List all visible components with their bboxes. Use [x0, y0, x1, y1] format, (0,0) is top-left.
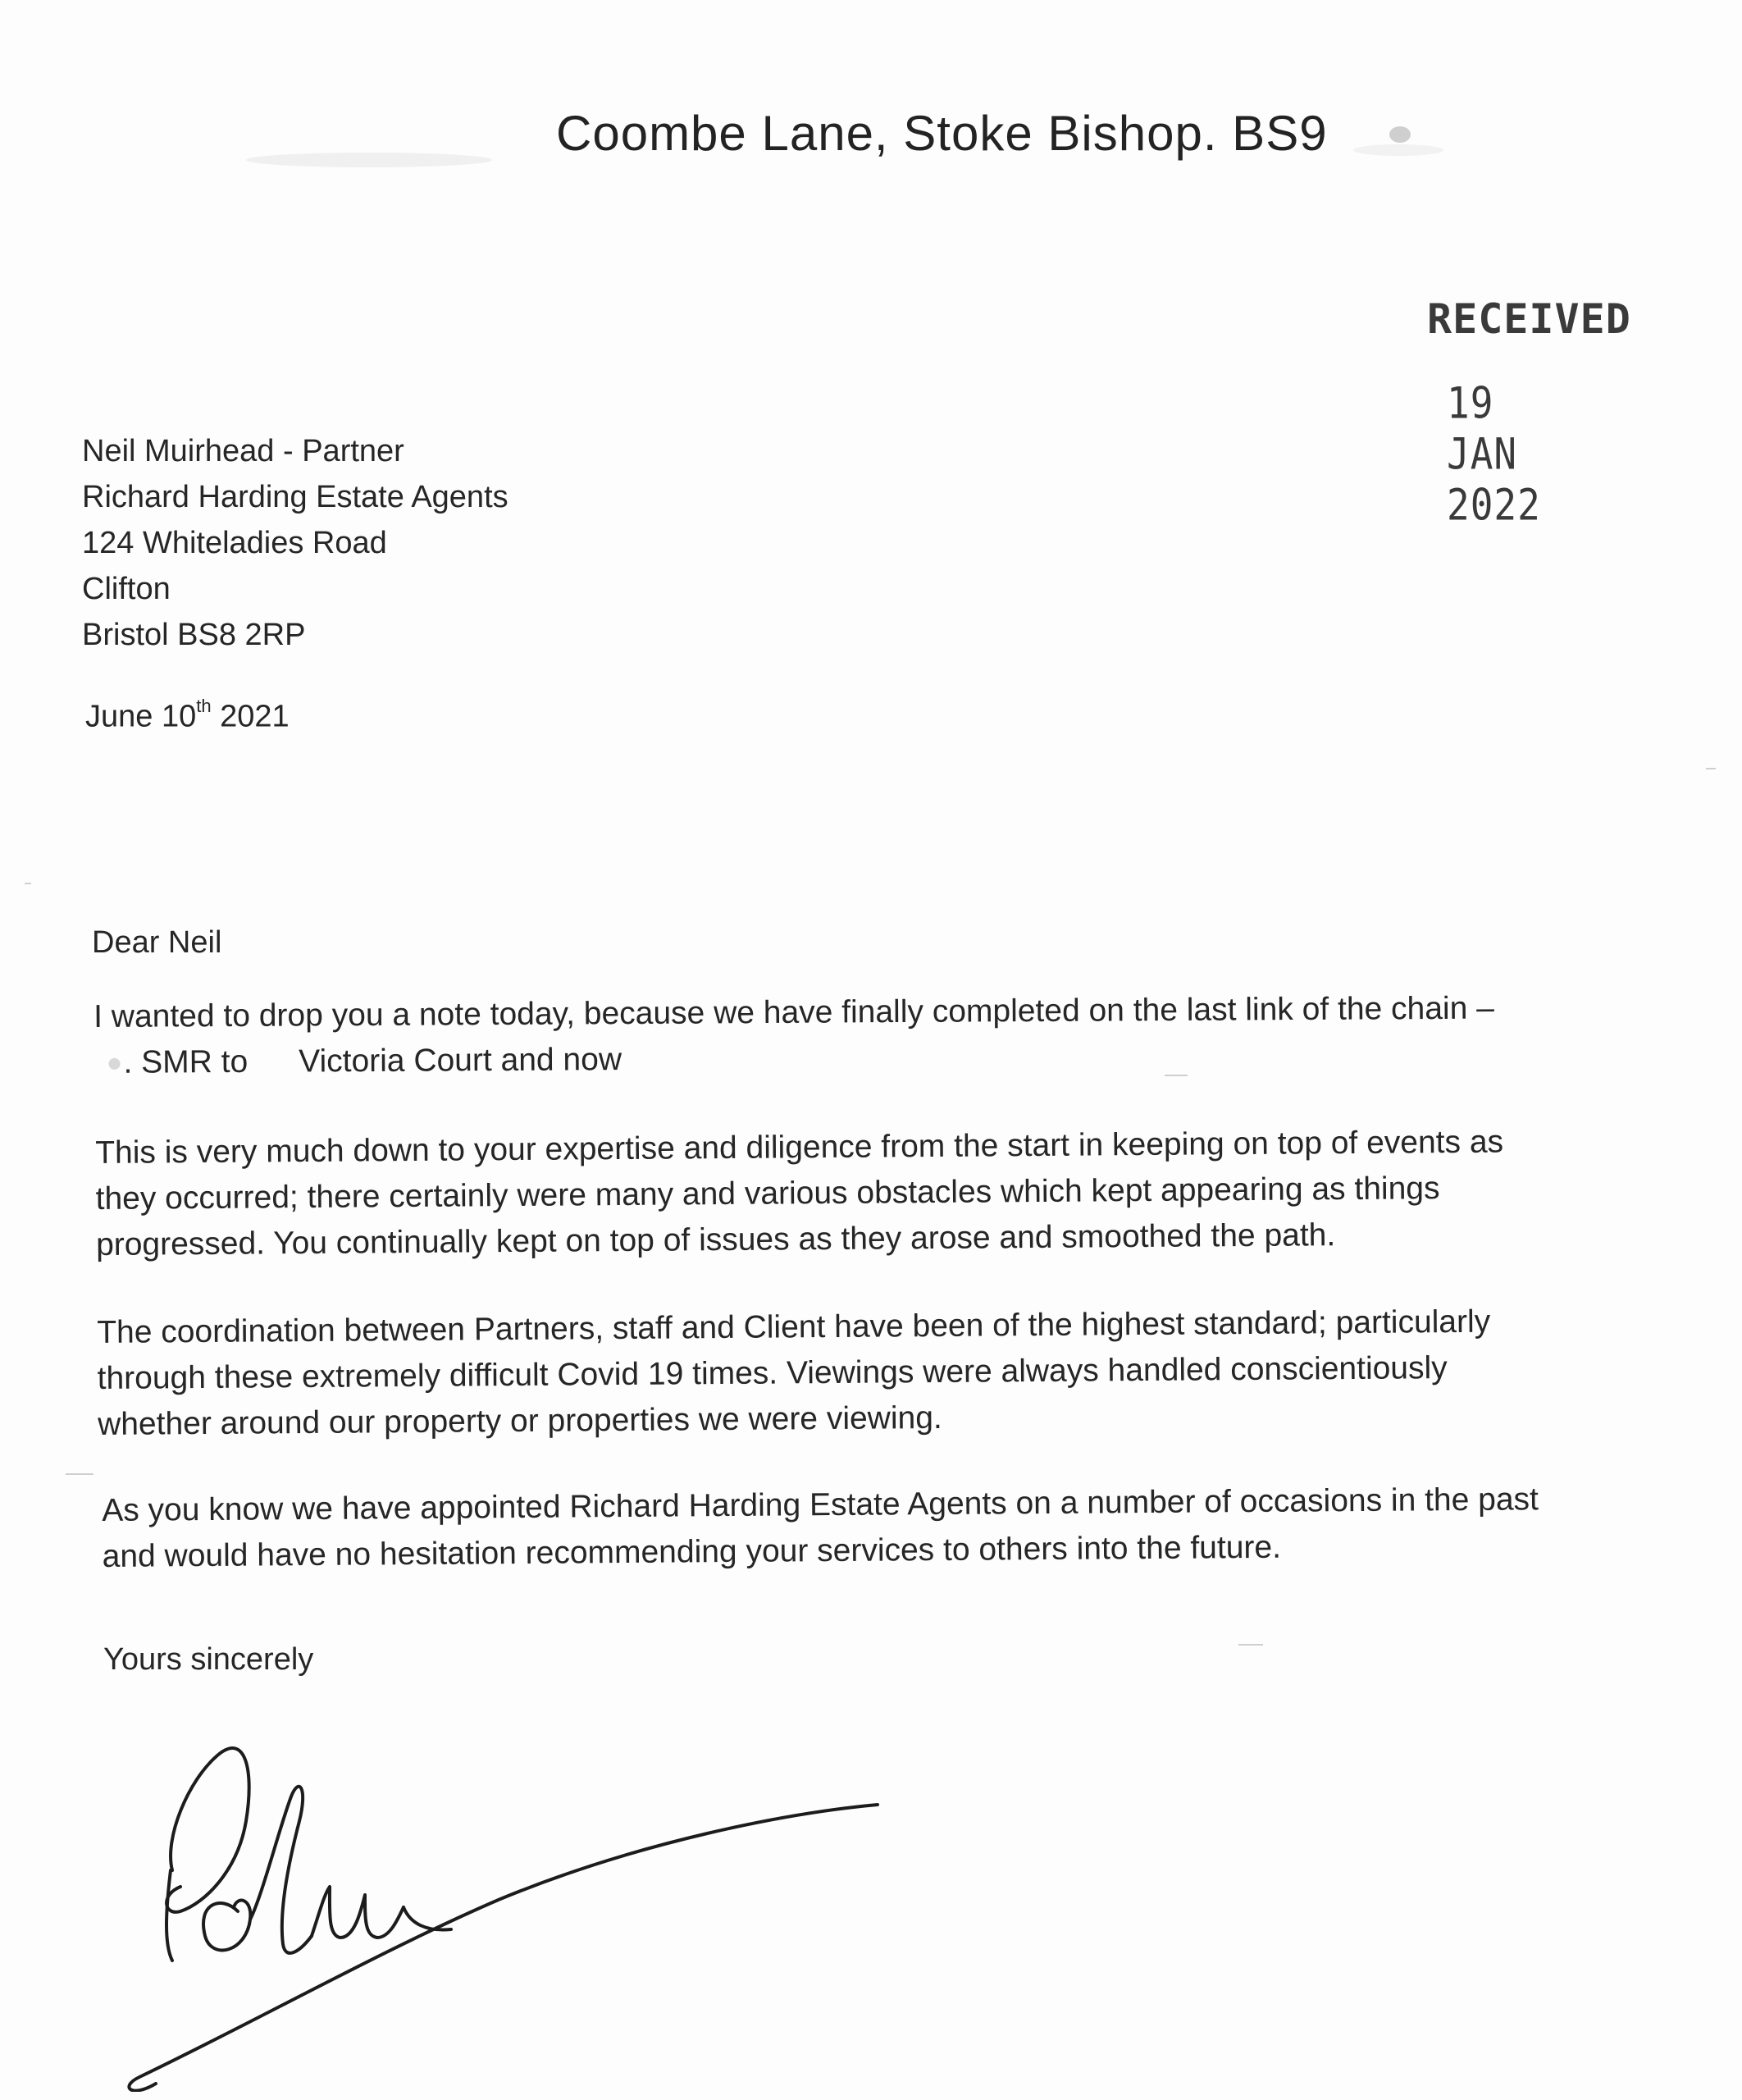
paragraph-line: As you know we have appointed Richard Harding Estate Agents on a number of occasions in the past: [102, 1481, 1539, 1528]
paragraph-line: whether around our property or properties we were viewing.: [97, 1399, 942, 1442]
scan-speck: [1706, 768, 1716, 769]
letter-date-suffix: th: [196, 696, 212, 716]
paragraph-line: The coordination between Partners, staff and Client have been of the highest standard; particularly: [97, 1303, 1491, 1350]
paragraph-line: and would have no hesitation recommending your services to others into the future.: [102, 1529, 1282, 1574]
recipient-address: [82, 428, 508, 658]
signature: [115, 1698, 902, 2092]
letter-date: [85, 696, 290, 735]
redaction-smudge: [108, 1058, 120, 1070]
paragraph-line-segment: Victoria Court and now: [299, 1042, 622, 1080]
scan-speck: [1165, 1075, 1188, 1076]
redaction-smudge: [1389, 126, 1411, 143]
sender-address: Coombe Lane, Stoke Bishop. BS9: [556, 106, 1328, 161]
letter-date-prefix: June 10: [85, 699, 197, 734]
recipient-city-postcode: Bristol BS8 2RP: [82, 618, 306, 652]
scan-speck: [66, 1473, 93, 1475]
paragraph-line-2: [93, 1032, 1494, 1086]
body-paragraph-1: [93, 986, 1494, 1086]
body-paragraph-3: [97, 1299, 1491, 1448]
salutation: Dear Neil: [92, 925, 222, 960]
paragraph-line: through these extremely difficult Covid 19 times. Viewings were always handled conscientiously: [97, 1350, 1448, 1396]
paragraph-line: This is very much down to your expertise and diligence from the start in keeping on top of events as: [95, 1124, 1504, 1171]
recipient-name: Neil Muirhead - Partner: [82, 434, 404, 468]
body-paragraph-4: [102, 1477, 1539, 1580]
received-stamp-date: 19 JAN 2022: [1447, 377, 1541, 531]
redaction-smudge: [246, 153, 492, 167]
scan-speck: [25, 883, 31, 884]
recipient-company: Richard Harding Estate Agents: [82, 480, 508, 514]
paragraph-line-segment: . SMR to: [123, 1043, 249, 1080]
received-stamp-word: RECEIVED: [1427, 295, 1631, 343]
body-paragraph-2: [95, 1120, 1504, 1268]
closing: Yours sincerely: [103, 1642, 314, 1677]
redaction-smudge: [1353, 144, 1443, 156]
letter-date-year: 2021: [211, 699, 290, 734]
recipient-area: Clifton: [82, 572, 171, 606]
paragraph-line: progressed. You continually kept on top of issues as they arose and smoothed the path.: [95, 1217, 1336, 1262]
paragraph-line: they occurred; there certainly were many and various obstacles which kept appearing as things: [95, 1171, 1440, 1217]
recipient-street: 124 Whiteladies Road: [82, 526, 387, 560]
scan-speck: [1238, 1644, 1263, 1646]
paragraph-line: I wanted to drop you a note today, because we have finally completed on the last link of the chain –: [93, 990, 1494, 1034]
